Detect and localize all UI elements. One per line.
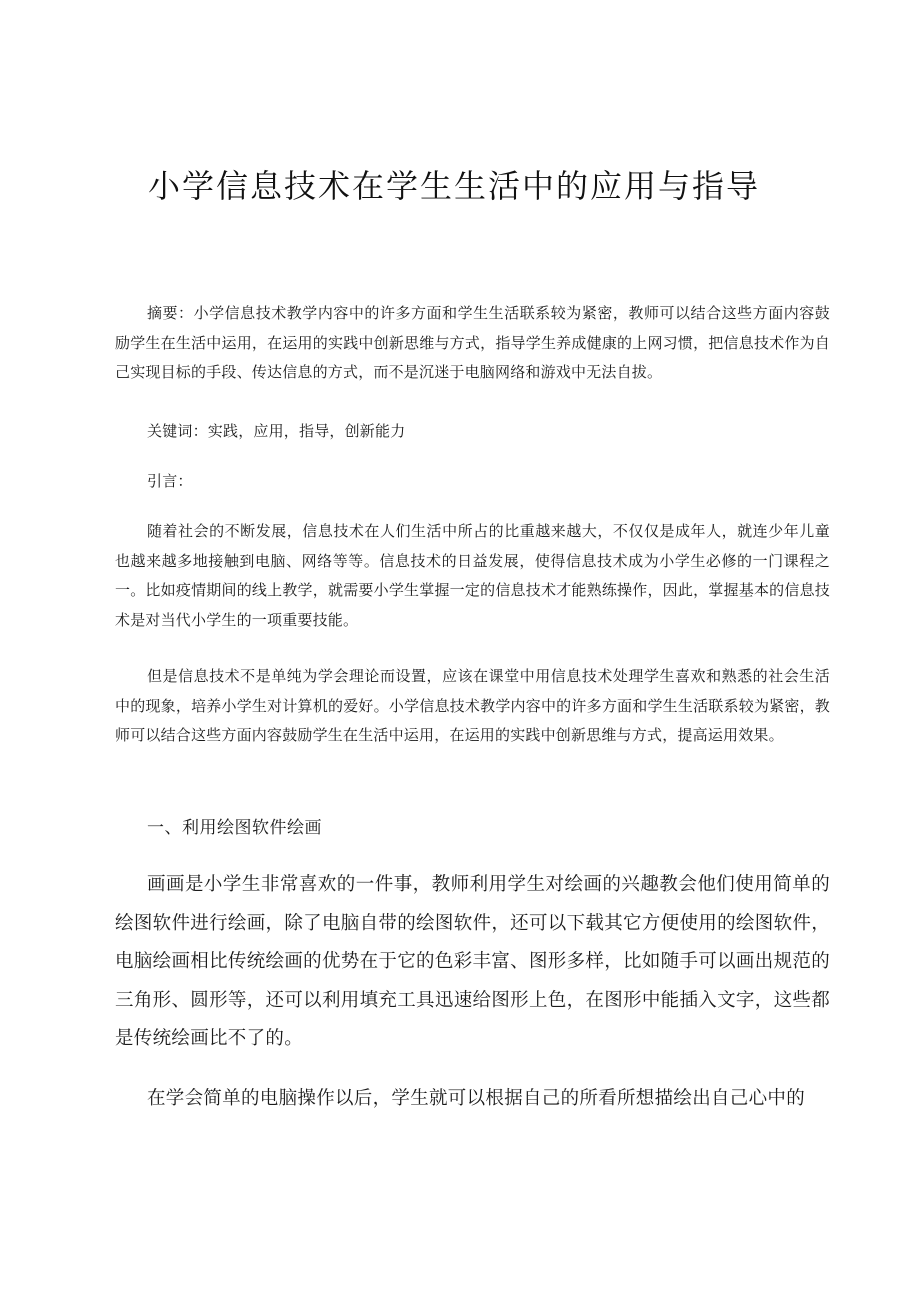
section-1-paragraph-1: 画画是小学生非常喜欢的一件事，教师利用学生对绘画的兴趣教会他们使用简单的绘图软件进行绘画，除了电脑自带的绘图软件，还可以下载其它方便使用的绘图软件，电脑绘画相比传统绘画的优势在于它的色彩丰富、图形多样，比如随手可以画出规范的三角形、圆形等，还可以利用填充工具迅速给图形上色，在图形中能插入文字，这些都是传统绘画比不了的。 xyxy=(115,874,830,1050)
section-1-paragraph-2: 在学会简单的电脑操作以后，学生就可以根据自己的所看所想描绘出自己心中的 xyxy=(147,1088,806,1109)
intro-label: 引言： xyxy=(147,472,193,490)
keywords-line: 关键词：实践，应用，指导，创新能力 xyxy=(147,422,406,440)
abstract-paragraph: 摘要：小学信息技术教学内容中的许多方面和学生生活联系较为紧密，教师可以结合这些方面内容鼓励学生在生活中运用，在运用的实践中创新思维与方式，指导学生养成健康的上网习惯，把信息技术作为自己实现目标的手段、传达信息的方式，而不是沉迷于电脑网络和游戏中无法自拔。 xyxy=(115,304,830,381)
document-title: 小学信息技术在学生生活中的应用与指导 xyxy=(148,167,761,205)
intro-paragraph-1: 随着社会的不断发展，信息技术在人们生活中所占的比重越来越大，不仅仅是成年人，就连少年儿童也越来越多地接触到电脑、网络等等。信息技术的日益发展，使得信息技术成为小学生必修的一门课程之一。比如疫情期间的线上教学，就需要小学生掌握一定的信息技术才能熟练操作，因此，掌握基本的信息技术是对当代小学生的一项重要技能。 xyxy=(115,522,830,629)
section-1-heading: 一、利用绘图软件绘画 xyxy=(147,818,322,838)
intro-paragraph-2: 但是信息技术不是单纯为学会理论而设置，应该在课堂中用信息技术处理学生喜欢和熟悉的社会生活中的现象，培养小学生对计算机的爱好。小学信息技术教学内容中的许多方面和学生生活联系较为紧密，教师可以结合这些方面内容鼓励学生在生活中运用，在运用的实践中创新思维与方式，提高运用效果。 xyxy=(115,667,830,744)
